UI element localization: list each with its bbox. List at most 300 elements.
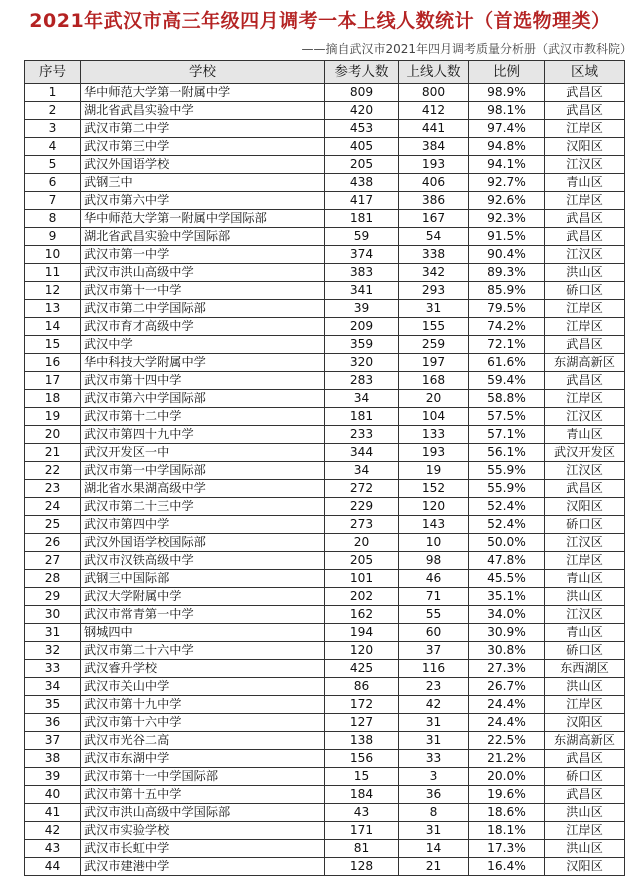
examinee-count: 420 bbox=[325, 102, 399, 120]
table-row bbox=[25, 498, 625, 516]
district: 江岸区 bbox=[545, 696, 625, 714]
qualified-count: 104 bbox=[399, 408, 469, 426]
school-name: 武汉市第一中学国际部 bbox=[81, 462, 325, 480]
qualified-ratio: 21.2% bbox=[469, 750, 545, 768]
qualified-count: 386 bbox=[399, 192, 469, 210]
district: 洪山区 bbox=[545, 264, 625, 282]
school-name: 武汉市第二十六中学 bbox=[81, 642, 325, 660]
row-index: 36 bbox=[25, 714, 81, 732]
district: 江汉区 bbox=[545, 606, 625, 624]
district: 江岸区 bbox=[545, 120, 625, 138]
examinee-count: 194 bbox=[325, 624, 399, 642]
district: 汉阳区 bbox=[545, 498, 625, 516]
school-name: 湖北省武昌实验中学 bbox=[81, 102, 325, 120]
examinee-count: 171 bbox=[325, 822, 399, 840]
district: 江岸区 bbox=[545, 192, 625, 210]
row-index: 42 bbox=[25, 822, 81, 840]
row-index: 25 bbox=[25, 516, 81, 534]
examinee-count: 205 bbox=[325, 156, 399, 174]
district: 武昌区 bbox=[545, 336, 625, 354]
qualified-ratio: 30.9% bbox=[469, 624, 545, 642]
qualified-count: 342 bbox=[399, 264, 469, 282]
qualified-ratio: 18.6% bbox=[469, 804, 545, 822]
row-index: 44 bbox=[25, 858, 81, 876]
table-row bbox=[25, 588, 625, 606]
examinee-count: 341 bbox=[325, 282, 399, 300]
district: 江汉区 bbox=[545, 156, 625, 174]
row-index: 19 bbox=[25, 408, 81, 426]
table-row bbox=[25, 750, 625, 768]
qualified-count: 116 bbox=[399, 660, 469, 678]
qualified-count: 800 bbox=[399, 84, 469, 102]
table-row bbox=[25, 336, 625, 354]
examinee-count: 101 bbox=[325, 570, 399, 588]
row-index: 38 bbox=[25, 750, 81, 768]
district: 江岸区 bbox=[545, 822, 625, 840]
table-row bbox=[25, 660, 625, 678]
table-row bbox=[25, 192, 625, 210]
school-name: 武汉市建港中学 bbox=[81, 858, 325, 876]
qualified-count: 384 bbox=[399, 138, 469, 156]
qualified-ratio: 94.8% bbox=[469, 138, 545, 156]
table-row bbox=[25, 84, 625, 102]
qualified-count: 54 bbox=[399, 228, 469, 246]
school-name: 武汉市第四中学 bbox=[81, 516, 325, 534]
table-row bbox=[25, 156, 625, 174]
qualified-count: 31 bbox=[399, 300, 469, 318]
qualified-count: 10 bbox=[399, 534, 469, 552]
examinee-count: 39 bbox=[325, 300, 399, 318]
qualified-count: 31 bbox=[399, 732, 469, 750]
examinee-count: 184 bbox=[325, 786, 399, 804]
district: 硚口区 bbox=[545, 642, 625, 660]
district: 武昌区 bbox=[545, 210, 625, 228]
examinee-count: 359 bbox=[325, 336, 399, 354]
row-index: 17 bbox=[25, 372, 81, 390]
qualified-ratio: 57.5% bbox=[469, 408, 545, 426]
school-name: 武汉市第四十九中学 bbox=[81, 426, 325, 444]
table-row bbox=[25, 408, 625, 426]
school-name: 武汉外国语学校国际部 bbox=[81, 534, 325, 552]
school-name: 武汉市第十一中学国际部 bbox=[81, 768, 325, 786]
district: 武昌区 bbox=[545, 228, 625, 246]
table-row bbox=[25, 840, 625, 858]
school-name: 武汉睿升学校 bbox=[81, 660, 325, 678]
examinee-count: 138 bbox=[325, 732, 399, 750]
district: 汉阳区 bbox=[545, 858, 625, 876]
table-row bbox=[25, 426, 625, 444]
school-name: 武钢三中 bbox=[81, 174, 325, 192]
examinee-count: 344 bbox=[325, 444, 399, 462]
column-header-ratio: 比例 bbox=[469, 61, 545, 84]
examinee-count: 127 bbox=[325, 714, 399, 732]
qualified-ratio: 20.0% bbox=[469, 768, 545, 786]
row-index: 33 bbox=[25, 660, 81, 678]
examinee-count: 809 bbox=[325, 84, 399, 102]
qualified-ratio: 92.7% bbox=[469, 174, 545, 192]
header-row bbox=[25, 61, 625, 84]
table-row bbox=[25, 228, 625, 246]
examinee-count: 128 bbox=[325, 858, 399, 876]
table-row bbox=[25, 174, 625, 192]
district: 江汉区 bbox=[545, 408, 625, 426]
table-row bbox=[25, 534, 625, 552]
qualified-count: 33 bbox=[399, 750, 469, 768]
qualified-count: 36 bbox=[399, 786, 469, 804]
examinee-count: 59 bbox=[325, 228, 399, 246]
examinee-count: 181 bbox=[325, 408, 399, 426]
school-name: 武汉市关山中学 bbox=[81, 678, 325, 696]
row-index: 12 bbox=[25, 282, 81, 300]
qualified-count: 42 bbox=[399, 696, 469, 714]
qualified-ratio: 22.5% bbox=[469, 732, 545, 750]
table-row bbox=[25, 318, 625, 336]
district: 洪山区 bbox=[545, 840, 625, 858]
district: 硚口区 bbox=[545, 768, 625, 786]
qualified-count: 143 bbox=[399, 516, 469, 534]
school-name: 武钢三中国际部 bbox=[81, 570, 325, 588]
district: 武汉开发区 bbox=[545, 444, 625, 462]
row-index: 13 bbox=[25, 300, 81, 318]
qualified-count: 46 bbox=[399, 570, 469, 588]
district: 青山区 bbox=[545, 624, 625, 642]
qualified-ratio: 45.5% bbox=[469, 570, 545, 588]
school-name: 武汉市第十九中学 bbox=[81, 696, 325, 714]
school-name: 华中师范大学第一附属中学国际部 bbox=[81, 210, 325, 228]
table-row bbox=[25, 138, 625, 156]
qualified-ratio: 91.5% bbox=[469, 228, 545, 246]
qualified-ratio: 30.8% bbox=[469, 642, 545, 660]
qualified-count: 23 bbox=[399, 678, 469, 696]
column-header-qualified: 上线人数 bbox=[399, 61, 469, 84]
examinee-count: 156 bbox=[325, 750, 399, 768]
table-row bbox=[25, 390, 625, 408]
qualified-ratio: 16.4% bbox=[469, 858, 545, 876]
row-index: 29 bbox=[25, 588, 81, 606]
examinee-count: 417 bbox=[325, 192, 399, 210]
row-index: 30 bbox=[25, 606, 81, 624]
school-name: 武汉市实验学校 bbox=[81, 822, 325, 840]
qualified-count: 293 bbox=[399, 282, 469, 300]
row-index: 6 bbox=[25, 174, 81, 192]
qualified-count: 120 bbox=[399, 498, 469, 516]
school-name: 武汉市第二中学国际部 bbox=[81, 300, 325, 318]
qualified-ratio: 34.0% bbox=[469, 606, 545, 624]
district: 硚口区 bbox=[545, 516, 625, 534]
table-row bbox=[25, 606, 625, 624]
qualified-count: 21 bbox=[399, 858, 469, 876]
district: 洪山区 bbox=[545, 678, 625, 696]
qualified-count: 3 bbox=[399, 768, 469, 786]
school-name: 武汉市第一中学 bbox=[81, 246, 325, 264]
row-index: 40 bbox=[25, 786, 81, 804]
table-row bbox=[25, 300, 625, 318]
qualified-ratio: 58.8% bbox=[469, 390, 545, 408]
row-index: 32 bbox=[25, 642, 81, 660]
district: 江岸区 bbox=[545, 300, 625, 318]
qualified-ratio: 26.7% bbox=[469, 678, 545, 696]
district: 东湖高新区 bbox=[545, 732, 625, 750]
table-row bbox=[25, 714, 625, 732]
table-row bbox=[25, 246, 625, 264]
row-index: 2 bbox=[25, 102, 81, 120]
qualified-count: 37 bbox=[399, 642, 469, 660]
row-index: 27 bbox=[25, 552, 81, 570]
qualified-ratio: 89.3% bbox=[469, 264, 545, 282]
examinee-count: 383 bbox=[325, 264, 399, 282]
school-name: 武汉市洪山高级中学国际部 bbox=[81, 804, 325, 822]
examinee-count: 15 bbox=[325, 768, 399, 786]
school-name: 武汉市第二中学 bbox=[81, 120, 325, 138]
row-index: 8 bbox=[25, 210, 81, 228]
qualified-ratio: 35.1% bbox=[469, 588, 545, 606]
statistics-table bbox=[24, 60, 625, 876]
row-index: 26 bbox=[25, 534, 81, 552]
qualified-ratio: 98.9% bbox=[469, 84, 545, 102]
table-row bbox=[25, 264, 625, 282]
qualified-count: 60 bbox=[399, 624, 469, 642]
district: 武昌区 bbox=[545, 84, 625, 102]
table-row bbox=[25, 444, 625, 462]
school-name: 华中师范大学第一附属中学 bbox=[81, 84, 325, 102]
school-name: 武汉中学 bbox=[81, 336, 325, 354]
qualified-ratio: 24.4% bbox=[469, 696, 545, 714]
row-index: 7 bbox=[25, 192, 81, 210]
row-index: 37 bbox=[25, 732, 81, 750]
district: 武昌区 bbox=[545, 480, 625, 498]
row-index: 22 bbox=[25, 462, 81, 480]
school-name: 武汉市常青第一中学 bbox=[81, 606, 325, 624]
column-header-district: 区域 bbox=[545, 61, 625, 84]
row-index: 10 bbox=[25, 246, 81, 264]
qualified-ratio: 97.4% bbox=[469, 120, 545, 138]
school-name: 武汉市第六中学国际部 bbox=[81, 390, 325, 408]
qualified-ratio: 94.1% bbox=[469, 156, 545, 174]
examinee-count: 202 bbox=[325, 588, 399, 606]
school-name: 华中科技大学附属中学 bbox=[81, 354, 325, 372]
row-index: 5 bbox=[25, 156, 81, 174]
table-row bbox=[25, 120, 625, 138]
row-index: 35 bbox=[25, 696, 81, 714]
table-row bbox=[25, 282, 625, 300]
row-index: 24 bbox=[25, 498, 81, 516]
school-name: 武汉市第十一中学 bbox=[81, 282, 325, 300]
examinee-count: 172 bbox=[325, 696, 399, 714]
qualified-ratio: 52.4% bbox=[469, 498, 545, 516]
qualified-count: 338 bbox=[399, 246, 469, 264]
table-row bbox=[25, 372, 625, 390]
qualified-count: 155 bbox=[399, 318, 469, 336]
qualified-count: 55 bbox=[399, 606, 469, 624]
table-row bbox=[25, 822, 625, 840]
examinee-count: 283 bbox=[325, 372, 399, 390]
examinee-count: 20 bbox=[325, 534, 399, 552]
row-index: 39 bbox=[25, 768, 81, 786]
qualified-count: 31 bbox=[399, 714, 469, 732]
district: 武昌区 bbox=[545, 102, 625, 120]
table-row bbox=[25, 516, 625, 534]
qualified-ratio: 56.1% bbox=[469, 444, 545, 462]
row-index: 15 bbox=[25, 336, 81, 354]
row-index: 41 bbox=[25, 804, 81, 822]
column-header-index: 序号 bbox=[25, 61, 81, 84]
qualified-count: 19 bbox=[399, 462, 469, 480]
examinee-count: 233 bbox=[325, 426, 399, 444]
qualified-ratio: 47.8% bbox=[469, 552, 545, 570]
qualified-ratio: 27.3% bbox=[469, 660, 545, 678]
qualified-ratio: 85.9% bbox=[469, 282, 545, 300]
school-name: 武汉市第三中学 bbox=[81, 138, 325, 156]
district: 汉阳区 bbox=[545, 714, 625, 732]
qualified-ratio: 55.9% bbox=[469, 480, 545, 498]
school-name: 武汉市第十六中学 bbox=[81, 714, 325, 732]
district: 东湖高新区 bbox=[545, 354, 625, 372]
district: 青山区 bbox=[545, 174, 625, 192]
district: 青山区 bbox=[545, 570, 625, 588]
examinee-count: 273 bbox=[325, 516, 399, 534]
table-row bbox=[25, 786, 625, 804]
qualified-count: 193 bbox=[399, 156, 469, 174]
district: 江岸区 bbox=[545, 390, 625, 408]
table-body bbox=[25, 84, 625, 876]
examinee-count: 272 bbox=[325, 480, 399, 498]
qualified-ratio: 90.4% bbox=[469, 246, 545, 264]
row-index: 43 bbox=[25, 840, 81, 858]
qualified-ratio: 92.3% bbox=[469, 210, 545, 228]
qualified-count: 406 bbox=[399, 174, 469, 192]
district: 东西湖区 bbox=[545, 660, 625, 678]
column-header-school: 学校 bbox=[81, 61, 325, 84]
qualified-count: 441 bbox=[399, 120, 469, 138]
qualified-ratio: 18.1% bbox=[469, 822, 545, 840]
examinee-count: 374 bbox=[325, 246, 399, 264]
school-name: 武汉市第十五中学 bbox=[81, 786, 325, 804]
district: 洪山区 bbox=[545, 804, 625, 822]
examinee-count: 181 bbox=[325, 210, 399, 228]
qualified-ratio: 72.1% bbox=[469, 336, 545, 354]
district: 硚口区 bbox=[545, 282, 625, 300]
row-index: 1 bbox=[25, 84, 81, 102]
table-row bbox=[25, 732, 625, 750]
qualified-count: 71 bbox=[399, 588, 469, 606]
row-index: 23 bbox=[25, 480, 81, 498]
school-name: 武汉市第六中学 bbox=[81, 192, 325, 210]
district: 武昌区 bbox=[545, 750, 625, 768]
district: 洪山区 bbox=[545, 588, 625, 606]
row-index: 4 bbox=[25, 138, 81, 156]
qualified-count: 167 bbox=[399, 210, 469, 228]
school-name: 武汉市光谷二高 bbox=[81, 732, 325, 750]
table-row bbox=[25, 804, 625, 822]
row-index: 16 bbox=[25, 354, 81, 372]
table-row bbox=[25, 552, 625, 570]
qualified-count: 20 bbox=[399, 390, 469, 408]
qualified-ratio: 19.6% bbox=[469, 786, 545, 804]
row-index: 34 bbox=[25, 678, 81, 696]
table-row bbox=[25, 462, 625, 480]
qualified-count: 168 bbox=[399, 372, 469, 390]
qualified-ratio: 50.0% bbox=[469, 534, 545, 552]
qualified-ratio: 17.3% bbox=[469, 840, 545, 858]
examinee-count: 425 bbox=[325, 660, 399, 678]
qualified-count: 133 bbox=[399, 426, 469, 444]
qualified-ratio: 59.4% bbox=[469, 372, 545, 390]
row-index: 18 bbox=[25, 390, 81, 408]
table-row bbox=[25, 696, 625, 714]
examinee-count: 81 bbox=[325, 840, 399, 858]
district: 江汉区 bbox=[545, 246, 625, 264]
examinee-count: 34 bbox=[325, 462, 399, 480]
qualified-ratio: 55.9% bbox=[469, 462, 545, 480]
table-row bbox=[25, 858, 625, 876]
row-index: 31 bbox=[25, 624, 81, 642]
district: 江岸区 bbox=[545, 318, 625, 336]
table-row bbox=[25, 480, 625, 498]
table-row bbox=[25, 678, 625, 696]
column-header-examinees: 参考人数 bbox=[325, 61, 399, 84]
row-index: 14 bbox=[25, 318, 81, 336]
qualified-count: 98 bbox=[399, 552, 469, 570]
table-row bbox=[25, 768, 625, 786]
examinee-count: 86 bbox=[325, 678, 399, 696]
row-index: 3 bbox=[25, 120, 81, 138]
row-index: 9 bbox=[25, 228, 81, 246]
table-row bbox=[25, 102, 625, 120]
qualified-ratio: 92.6% bbox=[469, 192, 545, 210]
district: 江汉区 bbox=[545, 534, 625, 552]
school-name: 武汉市汉铁高级中学 bbox=[81, 552, 325, 570]
school-name: 武汉市第十二中学 bbox=[81, 408, 325, 426]
table-row bbox=[25, 210, 625, 228]
qualified-count: 197 bbox=[399, 354, 469, 372]
examinee-count: 405 bbox=[325, 138, 399, 156]
examinee-count: 320 bbox=[325, 354, 399, 372]
school-name: 武汉市长虹中学 bbox=[81, 840, 325, 858]
document-source: ——摘自武汉市2021年四月调考质量分析册（武汉市教科院） bbox=[301, 42, 632, 56]
qualified-count: 14 bbox=[399, 840, 469, 858]
table-row bbox=[25, 624, 625, 642]
table-row bbox=[25, 642, 625, 660]
table-row bbox=[25, 354, 625, 372]
qualified-ratio: 52.4% bbox=[469, 516, 545, 534]
row-index: 20 bbox=[25, 426, 81, 444]
school-name: 武汉市第二十三中学 bbox=[81, 498, 325, 516]
examinee-count: 209 bbox=[325, 318, 399, 336]
qualified-count: 259 bbox=[399, 336, 469, 354]
school-name: 武汉市洪山高级中学 bbox=[81, 264, 325, 282]
school-name: 武汉开发区一中 bbox=[81, 444, 325, 462]
qualified-count: 152 bbox=[399, 480, 469, 498]
school-name: 武汉大学附属中学 bbox=[81, 588, 325, 606]
district: 汉阳区 bbox=[545, 138, 625, 156]
qualified-ratio: 24.4% bbox=[469, 714, 545, 732]
school-name: 钢城四中 bbox=[81, 624, 325, 642]
examinee-count: 34 bbox=[325, 390, 399, 408]
qualified-count: 8 bbox=[399, 804, 469, 822]
examinee-count: 453 bbox=[325, 120, 399, 138]
district: 江岸区 bbox=[545, 552, 625, 570]
row-index: 28 bbox=[25, 570, 81, 588]
qualified-ratio: 57.1% bbox=[469, 426, 545, 444]
examinee-count: 162 bbox=[325, 606, 399, 624]
examinee-count: 120 bbox=[325, 642, 399, 660]
table-header bbox=[25, 61, 625, 84]
qualified-ratio: 61.6% bbox=[469, 354, 545, 372]
examinee-count: 229 bbox=[325, 498, 399, 516]
row-index: 11 bbox=[25, 264, 81, 282]
examinee-count: 43 bbox=[325, 804, 399, 822]
district: 江汉区 bbox=[545, 462, 625, 480]
